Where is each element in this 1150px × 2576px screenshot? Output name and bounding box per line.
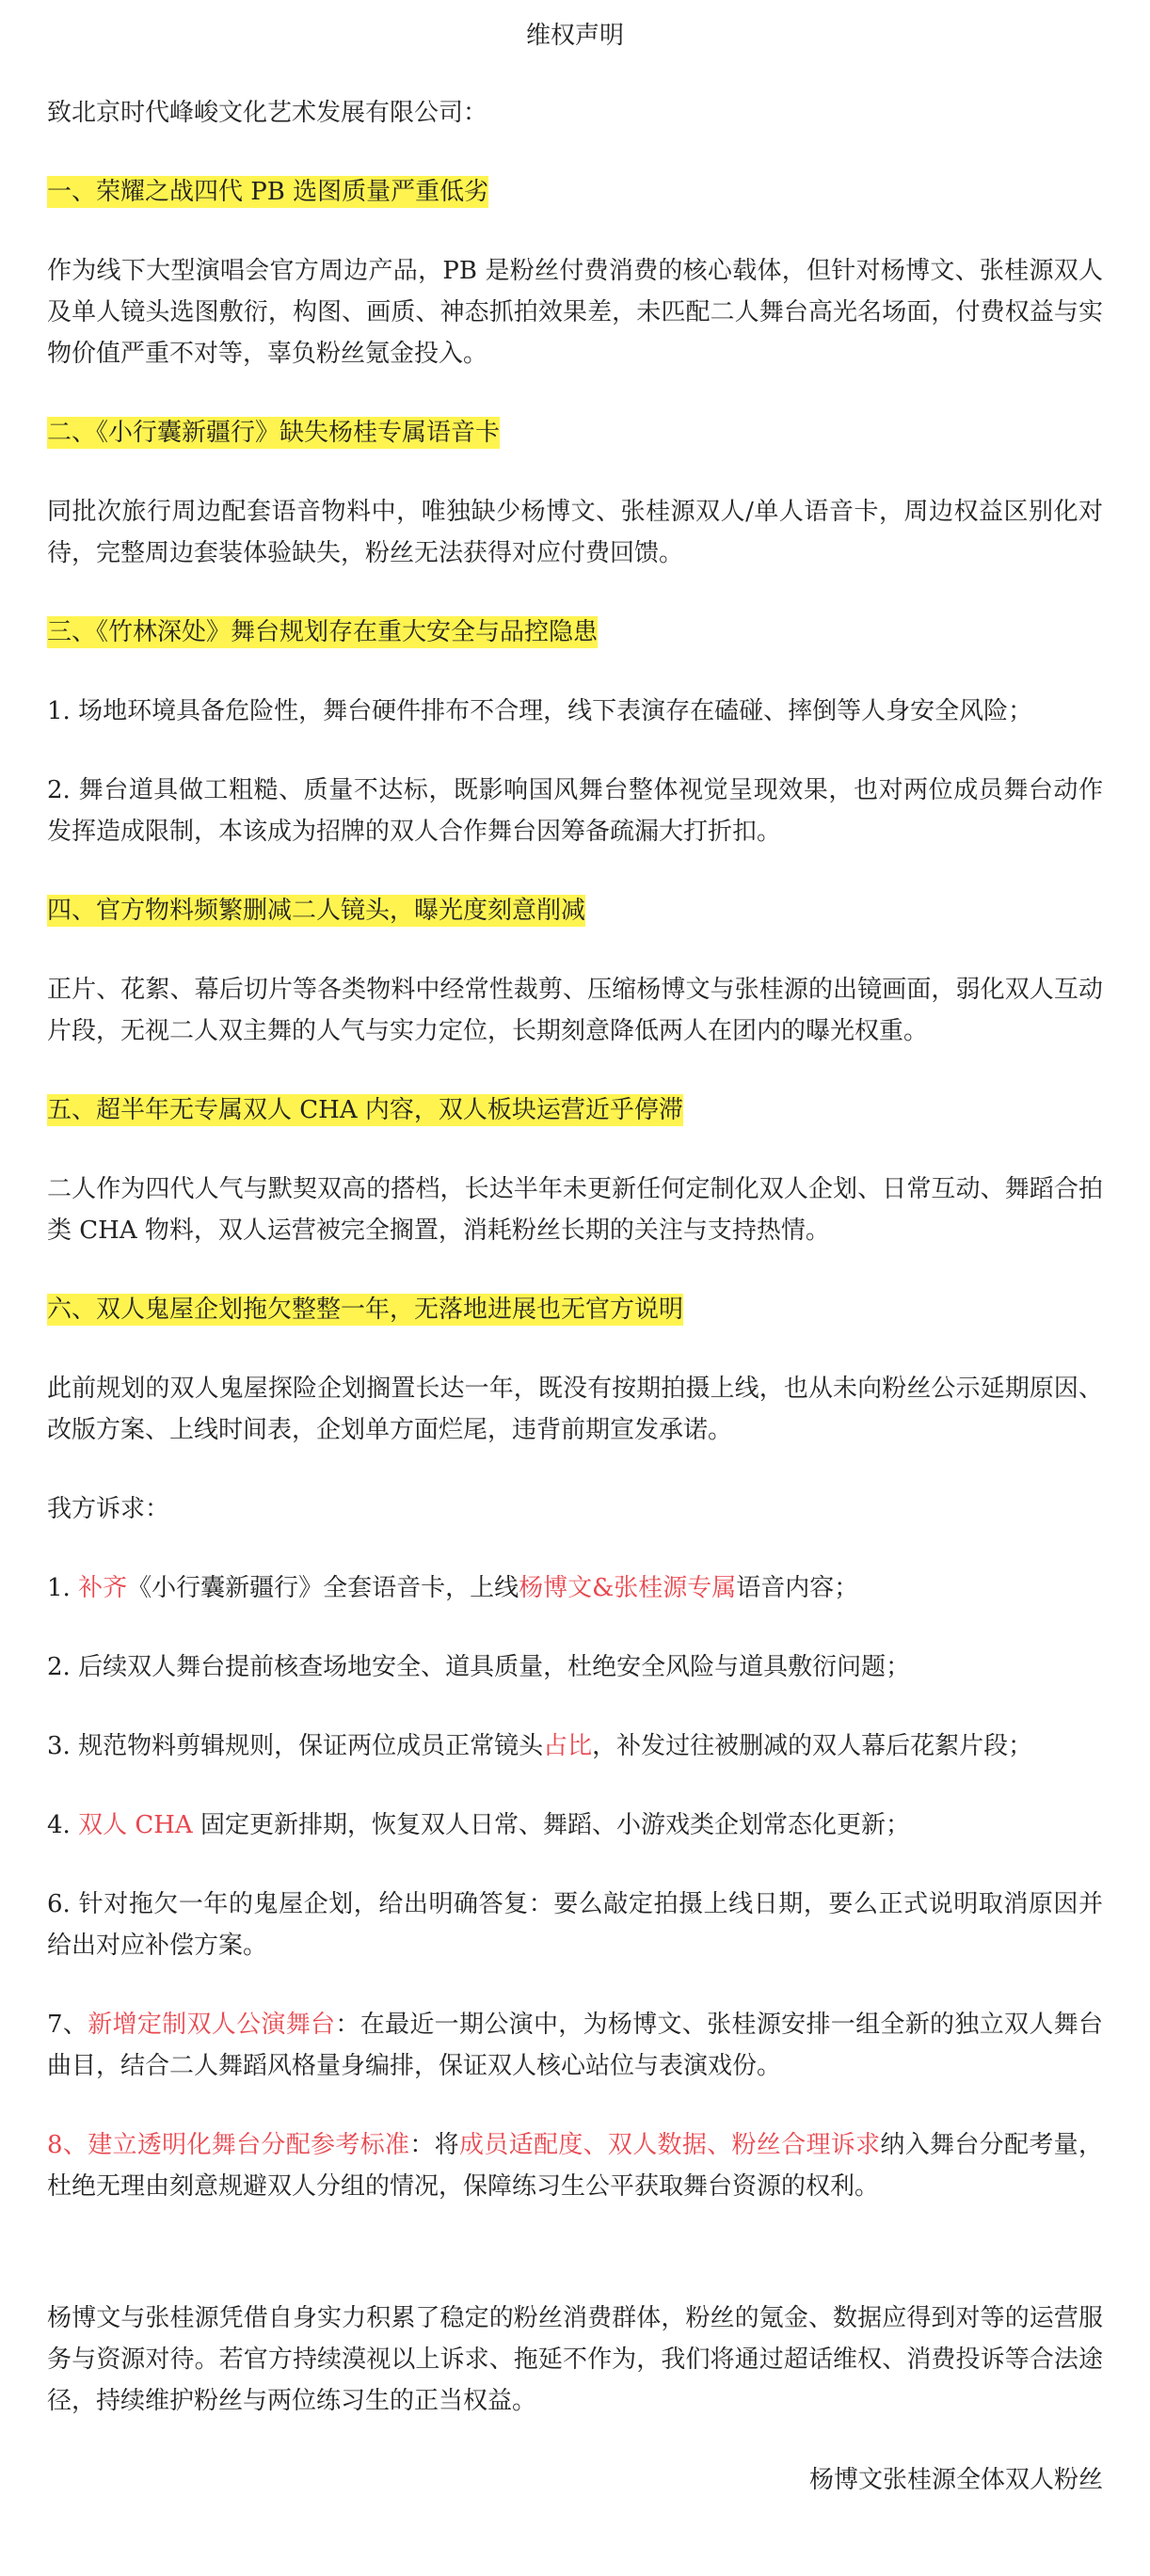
heading-highlight: 六、双人鬼屋企划拖欠整整一年，无落地进展也无官方说明 [47, 1296, 684, 1324]
demand-emphasis: 新增定制双人公演舞台 [88, 2011, 336, 2039]
section-heading-3 [47, 612, 1103, 653]
demand-text: 7、 [47, 2011, 88, 2039]
demand-8 [47, 2124, 1103, 2207]
section-heading-4 [47, 890, 1103, 931]
demand-emphasis: 8、 [47, 2131, 88, 2159]
heading-highlight: 三、《竹林深处》舞台规划存在重大安全与品控隐患 [47, 618, 599, 646]
demand-emphasis: 杨博文&张桂源专属 [519, 1574, 737, 1602]
heading-highlight: 五、超半年无专属双人 CHA 内容，双人板块运营近乎停滞 [47, 1096, 683, 1124]
demand-text: 《小行囊新疆行》全套语音卡，上线 [127, 1574, 519, 1602]
demand-text: 固定更新排期，恢复双人日常、舞蹈、小游戏类企划常态化更新； [192, 1811, 910, 1839]
demand-7 [47, 2004, 1103, 2087]
section-heading-2 [47, 412, 1103, 453]
demand-2: 2. 后续双人舞台提前核查场地安全、道具质量，杜绝安全风险与道具敷衍问题； [47, 1653, 911, 1681]
demand-text: ：在最近一期 [335, 2011, 485, 2039]
section-body-4: 正片、花絮、幕后切片等各类物料中经常性裁剪、压缩杨博文与张桂源的出镜画面，弱化双人互动片段，无视二人双主舞的人气与实力定位，长期刻意降低两人在团内的曝光权重。 [47, 976, 1103, 1045]
heading-highlight: 一、荣耀之战四代 PB 选图质量严重低劣 [47, 178, 489, 206]
demand-text: 3. 规范物料剪辑规则，保证两位成员正常镜头 [47, 1732, 544, 1760]
section-body-2: 同批次旅行周边配套语音物料中，唯独缺少杨博文、张桂源双人/单人语音卡，周边权益区别化对待，完整周边套装体验缺失，粉丝无法获得对应付费回馈。 [47, 498, 1103, 567]
demand-emphasis: 占比 [543, 1732, 593, 1760]
demand-text: 语音内容； [736, 1574, 859, 1602]
signature: 杨博文张桂源全体双人粉丝 [808, 2466, 1103, 2494]
demand-text: 纳入舞台分配考量，杜绝无理由刻意规避双人分组的情况，保障练习生公平获取舞台资源的权利。 [47, 2131, 1103, 2201]
heading-highlight: 二、《小行囊新疆行》缺失杨桂专属语音卡 [47, 419, 501, 447]
demand-emphasis: 补齐 [78, 1574, 128, 1602]
demand-emphasis: 双人 CHA [78, 1811, 193, 1839]
demand-1 [47, 1567, 1103, 1609]
demand-6: 6. 针对拖欠一年的鬼屋企划，给出明确答复：要么敲定拍摄上线日期，要么正式说明取消原因并给出对应补偿方案。 [47, 1890, 1103, 1960]
section-body-5: 二人作为四代人气与默契双高的搭档，长达半年未更新任何定制化双人企划、日常互动、舞蹈合拍类 CHA 物料，双人运营被完全搁置，消耗粉丝长期的关注与支持热情。 [47, 1175, 1103, 1245]
demand-4 [47, 1805, 1103, 1846]
demand-text: ：将 [409, 2131, 459, 2159]
salutation: 致北京时代峰峻文化艺术发展有限公司： [47, 99, 488, 127]
heading-highlight: 四、官方物料频繁删减二人镜头，曝光度刻意削减 [47, 897, 586, 925]
closing-paragraph: 杨博文与张桂源凭借自身实力积累了稳定的粉丝消费群体，粉丝的氪金、数据应得到对等的运营服务与资源对待。若官方持续漠视以上诉求、拖延不作为，我们将通过超话维权、消费投诉等合法途径，持续维护粉丝与两位练习生的正当权益。 [47, 2304, 1103, 2415]
demand-text: 4. [47, 1811, 79, 1839]
section-heading-1 [47, 171, 1103, 213]
demand-text: 公演中，为杨博文、张桂源安排一组全新的独立双人舞台曲目，结合二人舞蹈风格量身编排，保证双人核心站位与表演戏份。 [47, 2011, 1103, 2080]
demand-emphasis: 成员适配度、双人数据、粉丝合理诉求 [458, 2131, 881, 2159]
section-3-item-2: 2. 舞台道具做工粗糙、质量不达标，既影响国风舞台整体视觉呈现效果，也对两位成员舞台动作发挥造成限制，本该成为招牌的双人合作舞台因筹备疏漏大打折扣。 [47, 776, 1103, 846]
demand-3 [47, 1725, 1103, 1767]
section-body-1: 作为线下大型演唱会官方周边产品，PB 是粉丝付费消费的核心载体，但针对杨博文、张桂源双人及单人镜头选图敷衍，构图、画质、神态抓拍效果差，未匹配二人舞台高光名场面，付费权益与实物价值严重不对等，辜负粉丝氪金投入。 [47, 257, 1103, 368]
demand-emphasis: 建立透明化舞台分配参考标准 [88, 2131, 410, 2159]
section-heading-5 [47, 1089, 1103, 1131]
section-heading-6 [47, 1289, 1103, 1330]
section-3-item-1: 1. 场地环境具备危险性，舞台硬件排布不合理，线下表演存在磕碰、摔倒等人身安全风险； [47, 697, 1033, 725]
demand-text: ，补发过往被删减的双人幕后花絮片段； [592, 1732, 1033, 1760]
demand-text: 1. [47, 1574, 79, 1602]
demands-label: 我方诉求： [47, 1495, 170, 1523]
document-title: 维权声明 [525, 22, 624, 50]
section-body-6: 此前规划的双人鬼屋探险企划搁置长达一年，既没有按期拍摄上线，也从未向粉丝公示延期原因、改版方案、上线时间表，企划单方面烂尾，违背前期宣发承诺。 [47, 1375, 1103, 1444]
